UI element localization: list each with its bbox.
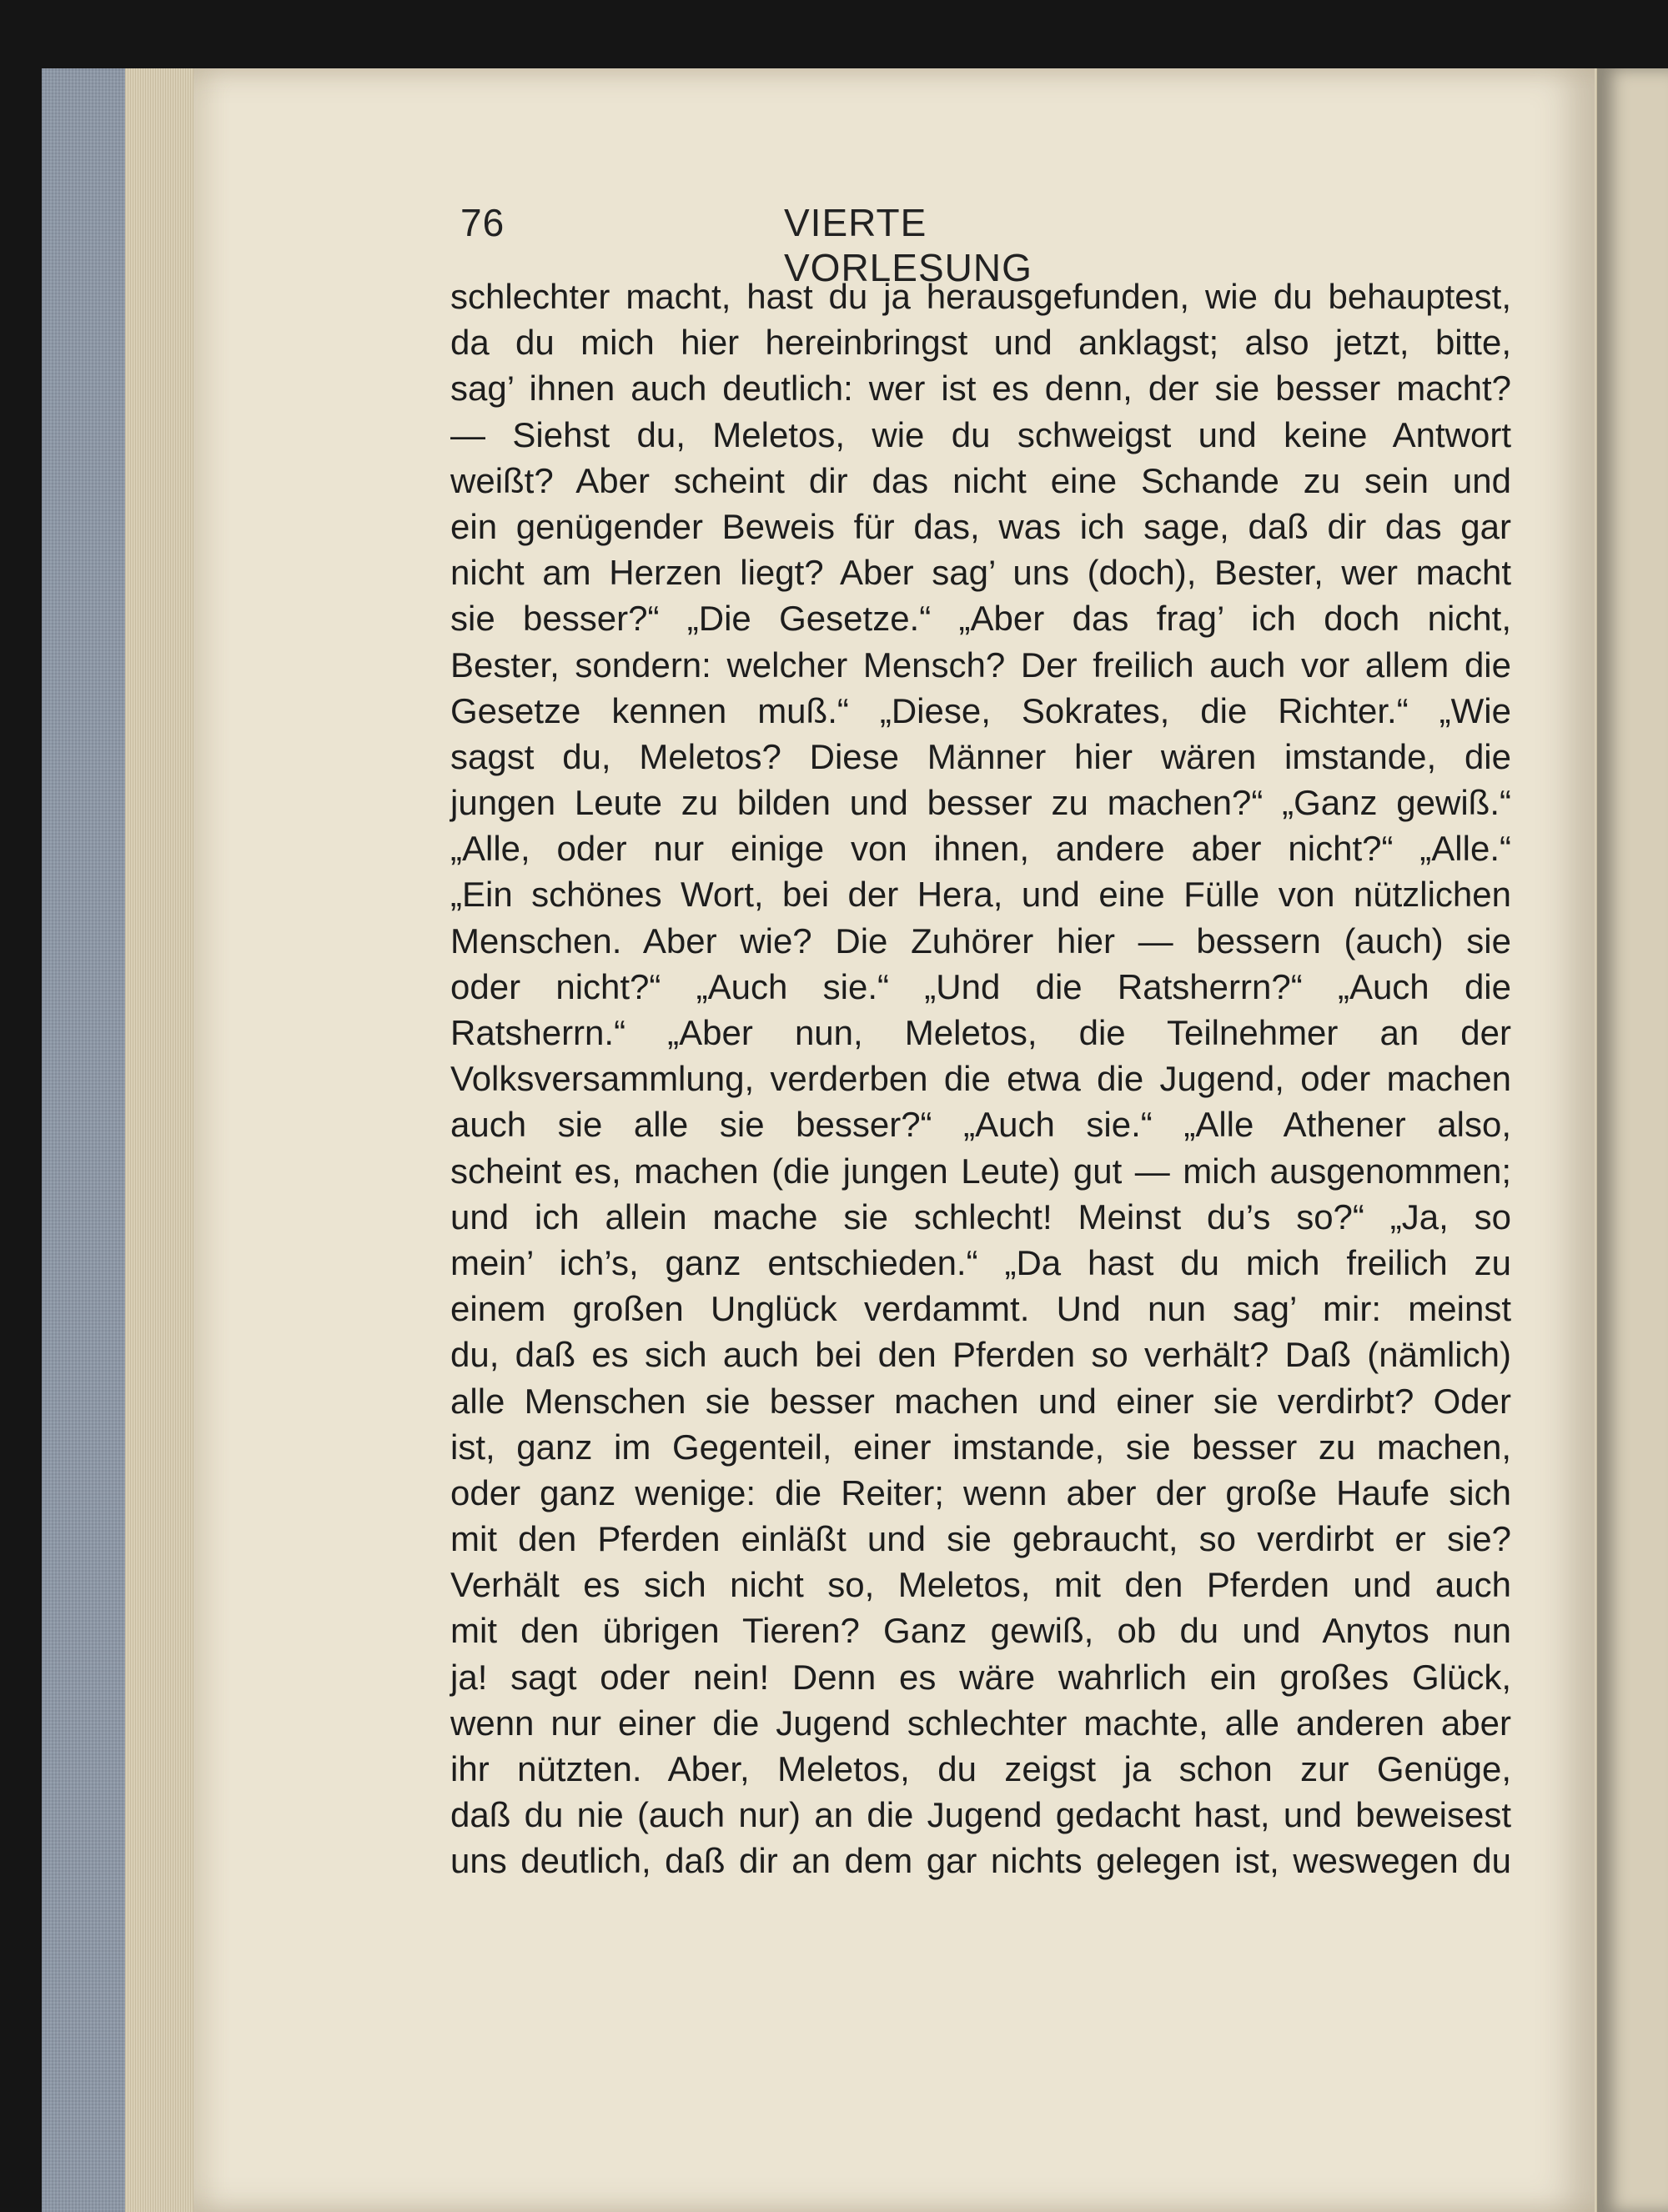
page-number: 76 (460, 201, 505, 244)
text-line: Ratsherrn.“ „Aber nun, Meletos, die Teilnehmer an der (450, 1013, 1511, 1052)
text-line: sagst du, Meletos? Diese Männer hier wären imstande, die (450, 736, 1511, 776)
text-line: ja! sagt oder nein! Denn es wäre wahrlich ein großes Glück, (450, 1657, 1511, 1697)
text-line: sag’ ihnen auch deutlich: wer ist es denn, der sie besser macht? (450, 369, 1511, 409)
text-line: ihr nützten. Aber, Meletos, du zeigst ja schon zur Genüge, (450, 1749, 1511, 1788)
text-line: alle Menschen sie besser machen und einer sie verdirbt? Oder (450, 1381, 1511, 1421)
text-line: „Ein schönes Wort, bei der Hera, und eine Fülle von nützlichen (450, 875, 1511, 915)
text-line: weißt? Aber scheint dir das nicht eine Schande zu sein und (450, 460, 1511, 500)
text-line: nicht am Herzen liegt? Aber sag’ uns (doch), Bester, wer macht (450, 553, 1511, 593)
text-line: auch sie alle sie besser?“ „Auch sie.“ „Alle Athener also, (450, 1105, 1511, 1145)
text-line: mit den übrigen Tieren? Ganz gewiß, ob du und Anytos nun (450, 1611, 1511, 1651)
chapter-title: VIERTE VORLESUNG (784, 201, 1032, 289)
running-head (460, 200, 1186, 289)
text-line: mit den Pferden einläßt und sie gebraucht, so verdirbt er sie? (450, 1519, 1511, 1559)
text-line: „Alle, oder nur einige von ihnen, andere aber nicht?“ „Alle.“ (450, 829, 1511, 869)
text-line: ein genügender Beweis für das, was ich sage, daß dir das gar (450, 506, 1511, 546)
text-line: scheint es, machen (die jungen Leute) gut — mich ausgenommen; (450, 1151, 1511, 1191)
text-line: wenn nur einer die Jugend schlechter machte, alle anderen aber (450, 1703, 1511, 1743)
text-line: daß du nie (auch nur) an die Jugend gedacht hast, und beweisest (450, 1795, 1511, 1835)
text-line: sie besser?“ „Die Gesetze.“ „Aber das frag’ ich doch nicht, (450, 599, 1511, 639)
text-line: oder ganz wenige: die Reiter; wenn aber der große Haufe sich (450, 1472, 1511, 1512)
text-line: schlechter macht, hast du ja herausgefunden, wie du behauptest, (450, 277, 1511, 316)
text-line: — Siehst du, Meletos, wie du schweigst und keine Antwort (450, 414, 1511, 454)
text-line: Volksversammlung, verderben die etwa die Jugend, oder machen (450, 1059, 1511, 1099)
text-line: Menschen. Aber wie? Die Zuhörer hier — bessern (auch) sie (450, 920, 1511, 961)
text-line: ist, ganz im Gegenteil, einer imstande, sie besser zu machen, (450, 1427, 1511, 1467)
text-line: und ich allein mache sie schlecht! Meinst du’s so?“ „Ja, so (450, 1196, 1511, 1236)
text-line: Verhält es sich nicht so, Meletos, mit den Pferden und auch (450, 1565, 1511, 1605)
text-line: da du mich hier hereinbringst und anklagst; also jetzt, bitte, (450, 323, 1511, 363)
text-line: oder nicht?“ „Auch sie.“ „Und die Ratsherrn?“ „Auch die (450, 966, 1511, 1006)
next-page-edge (1597, 68, 1668, 2212)
text-line: einem großen Unglück verdammt. Und nun sag’ mir: meinst (450, 1289, 1511, 1329)
text-line: Gesetze kennen muß.“ „Diese, Sokrates, die Richter.“ „Wie (450, 690, 1511, 730)
text-line: jungen Leute zu bilden und besser zu machen?“ „Ganz gewiß.“ (450, 783, 1511, 823)
text-line: uns deutlich, daß dir an dem gar nichts gelegen ist, weswegen du (450, 1841, 1511, 1881)
body-text (450, 273, 1511, 1884)
text-line: du, daß es sich auch bei den Pferden so verhält? Daß (nämlich) (450, 1335, 1511, 1375)
text-line: Bester, sondern: welcher Mensch? Der freilich auch vor allem die (450, 645, 1511, 685)
text-line: mein’ ich’s, ganz entschieden.“ „Da hast du mich freilich zu (450, 1242, 1511, 1282)
